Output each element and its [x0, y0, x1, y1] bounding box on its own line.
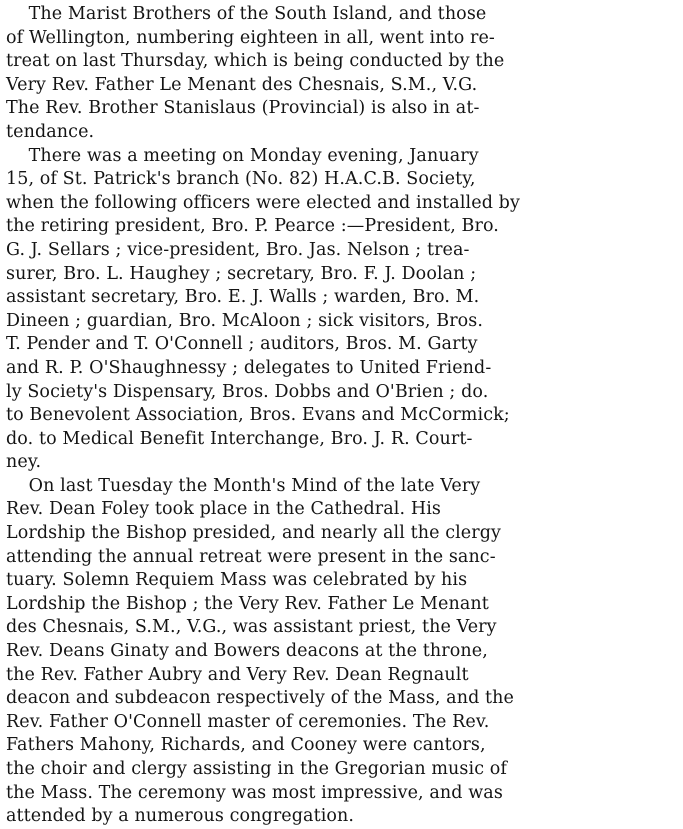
text-line: The Rev. Brother Stanislaus (Provincial) is also in at- — [6, 98, 480, 119]
text-line: when the following officers were elected and installed by — [6, 192, 520, 213]
text-line: assistant secretary, Bro. E. J. Walls ; warden, Bro. M. — [6, 287, 480, 308]
text-line: There was a meeting on Monday evening, January — [6, 145, 479, 166]
text-line: 15, of St. Patrick's branch (No. 82) H.A.C.B. Society, — [6, 169, 476, 190]
text-line: Rev. Dean Foley took place in the Cathedral. His — [6, 499, 441, 520]
text-line: and R. P. O'Shaughnessy ; delegates to United Friend- — [6, 357, 492, 378]
text-line: Very Rev. Father Le Menant des Chesnais, S.M., V.G. — [6, 74, 478, 95]
text-line: deacon and subdeacon respectively of the Mass, and the — [6, 688, 514, 709]
text-line: On last Tuesday the Month's Mind of the late Very — [6, 475, 481, 496]
text-line: attended by a numerous congregation. — [6, 806, 355, 827]
text-line: T. Pender and T. O'Connell ; auditors, Bros. M. Garty — [6, 334, 478, 355]
text-line: the Rev. Father Aubry and Very Rev. Dean Regnault — [6, 664, 469, 685]
text-line: Rev. Father O'Connell master of ceremonies. The Rev. — [6, 711, 490, 732]
text-line: ney. — [6, 452, 42, 473]
paragraph-marist-retreat — [6, 3, 677, 145]
text-line: des Chesnais, S.M., V.G., was assistant priest, the Very — [6, 617, 497, 638]
text-line: of Wellington, numbering eighteen in all, went into re- — [6, 27, 495, 48]
text-line: Rev. Deans Ginaty and Bowers deacons at the throne, — [6, 641, 488, 662]
text-line: tendance. — [6, 121, 95, 142]
text-line: the Mass. The ceremony was most impressive, and was — [6, 782, 503, 803]
text-line: do. to Medical Benefit Interchange, Bro. J. R. Court- — [6, 428, 473, 449]
text-line: treat on last Thursday, which is being conducted by the — [6, 51, 505, 72]
text-line: the retiring president, Bro. P. Pearce :—President, Bro. — [6, 216, 499, 237]
text-line: attending the annual retreat were present in the sanc- — [6, 546, 496, 567]
text-line: the choir and clergy assisting in the Gregorian music of — [6, 759, 507, 779]
text-line: Lordship the Bishop ; the Very Rev. Father Le Menant — [6, 593, 489, 614]
text-line: ly Society's Dispensary, Bros. Dobbs and O'Brien ; do. — [6, 381, 489, 402]
text-line: The Marist Brothers of the South Island, and those — [6, 4, 487, 24]
text-line: Lordship the Bishop presided, and nearly all the clergy — [6, 523, 502, 544]
paragraph-hacb-meeting — [6, 145, 677, 475]
text-line: Fathers Mahony, Richards, and Cooney were cantors, — [6, 735, 486, 756]
paragraph-months-mind — [6, 475, 677, 829]
text-line: to Benevolent Association, Bros. Evans and McCormick; — [6, 405, 510, 426]
text-line: G. J. Sellars ; vice-president, Bro. Jas. Nelson ; trea- — [6, 239, 470, 260]
text-line: surer, Bro. L. Haughey ; secretary, Bro. F. J. Doolan ; — [6, 263, 477, 284]
text-line: Dineen ; guardian, Bro. McAloon ; sick visitors, Bros. — [6, 310, 484, 331]
text-line: tuary. Solemn Requiem Mass was celebrated by his — [6, 570, 468, 591]
